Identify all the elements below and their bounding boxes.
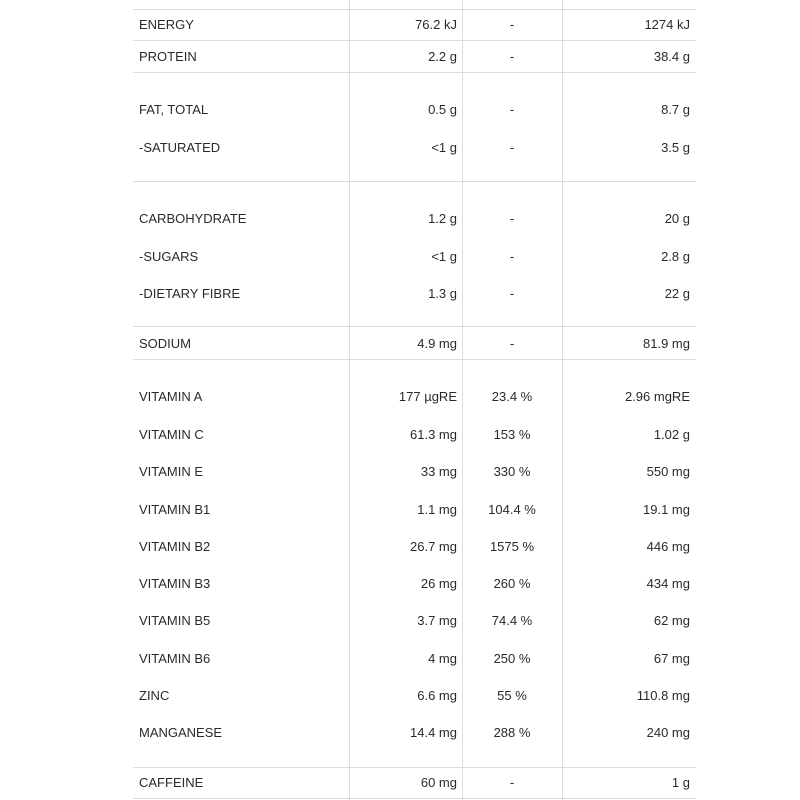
rdi-percent: 74.4 % — [491, 613, 533, 628]
per-serve-value: 0.5 g — [428, 102, 457, 117]
per-serve-value: 76.2 kJ — [415, 17, 457, 32]
per-100g-value: 1 g — [671, 775, 690, 790]
per-serve-value: 3.7 mg — [417, 613, 457, 628]
row-divider — [133, 181, 696, 182]
nutrient-name: VITAMIN C — [139, 427, 204, 442]
nutrient-name: VITAMIN E — [139, 464, 204, 479]
per-100g-value: 3.5 g — [661, 140, 690, 155]
per-100g-value: 67 mg — [653, 651, 690, 666]
rdi-percent: - — [509, 17, 515, 32]
per-100g-value: 20 g — [664, 211, 690, 226]
per-serve-value: 6.6 mg — [417, 688, 457, 703]
nutrient-name: CAFFEINE — [139, 775, 204, 790]
nutrient-name: SODIUM — [139, 336, 191, 351]
per-100g-value: 434 mg — [646, 576, 690, 591]
nutrient-name: -SUGARS — [139, 249, 199, 264]
row-divider — [133, 359, 696, 360]
per-100g-value: 110.8 mg — [636, 688, 690, 703]
rdi-percent: 1575 % — [489, 539, 535, 554]
nutrient-name: VITAMIN B5 — [139, 613, 211, 628]
nutrient-name: PROTEIN — [139, 49, 197, 64]
per-serve-value: 177 µgRE — [398, 389, 457, 404]
per-100g-value: 8.7 g — [661, 102, 690, 117]
per-serve-value: 61.3 mg — [410, 427, 457, 442]
nutrient-name: VITAMIN B3 — [139, 576, 211, 591]
per-100g-value: 550 mg — [646, 464, 690, 479]
rdi-percent: - — [509, 286, 515, 301]
per-100g-value: 22 g — [664, 286, 690, 301]
nutrient-name: CARBOHYDRATE — [139, 211, 247, 226]
rdi-percent: 55 % — [497, 688, 527, 703]
nutrient-name: VITAMIN B1 — [139, 502, 211, 517]
rdi-percent: 153 % — [493, 427, 531, 442]
nutrient-name: ZINC — [139, 688, 170, 703]
per-100g-value: 19.1 mg — [643, 502, 690, 517]
rdi-percent: 260 % — [493, 576, 531, 591]
rdi-percent: - — [509, 211, 515, 226]
nutrient-name: ENERGY — [139, 17, 194, 32]
rdi-percent: 23.4 % — [491, 389, 533, 404]
per-serve-value: <1 g — [431, 249, 457, 264]
per-100g-value: 1.02 g — [653, 427, 690, 442]
per-100g-value: 2.8 g — [661, 249, 690, 264]
per-serve-value: 14.4 mg — [410, 725, 457, 740]
nutrient-name: VITAMIN B2 — [139, 539, 211, 554]
column-divider — [349, 0, 350, 800]
per-serve-value: 1.1 mg — [417, 502, 457, 517]
per-100g-value: 446 mg — [646, 539, 690, 554]
per-serve-value: 33 mg — [420, 464, 457, 479]
per-serve-value: <1 g — [431, 140, 457, 155]
nutrient-name: VITAMIN B6 — [139, 651, 211, 666]
per-serve-value: 1.2 g — [428, 211, 457, 226]
per-100g-value: 240 mg — [646, 725, 690, 740]
per-serve-value: 60 mg — [420, 775, 457, 790]
nutrition-table — [133, 0, 696, 800]
nutrient-name: -DIETARY FIBRE — [139, 286, 241, 301]
rdi-percent: 104.4 % — [488, 502, 536, 517]
rdi-percent: - — [509, 102, 515, 117]
row-divider — [133, 326, 696, 327]
nutrient-name: -SATURATED — [139, 140, 221, 155]
nutrient-name: MANGANESE — [139, 725, 223, 740]
rdi-percent: - — [509, 336, 515, 351]
rdi-percent: 288 % — [493, 725, 531, 740]
per-100g-value: 81.9 mg — [643, 336, 690, 351]
per-serve-value: 4.9 mg — [417, 336, 457, 351]
per-100g-value: 62 mg — [653, 613, 690, 628]
rdi-percent: - — [509, 249, 515, 264]
per-100g-value: 1274 kJ — [644, 17, 690, 32]
per-100g-value: 38.4 g — [653, 49, 690, 64]
row-divider — [133, 767, 696, 768]
nutrient-name: FAT, TOTAL — [139, 102, 209, 117]
nutrient-name: VITAMIN A — [139, 389, 203, 404]
row-divider — [133, 40, 696, 41]
row-divider — [133, 9, 696, 10]
rdi-percent: 330 % — [493, 464, 531, 479]
rdi-percent: - — [509, 140, 515, 155]
per-serve-value: 26.7 mg — [410, 539, 457, 554]
per-serve-value: 26 mg — [420, 576, 457, 591]
per-serve-value: 4 mg — [428, 651, 457, 666]
per-serve-value: 1.3 g — [428, 286, 457, 301]
per-100g-value: 2.96 mgRE — [624, 389, 690, 404]
per-serve-value: 2.2 g — [428, 49, 457, 64]
row-divider — [133, 798, 696, 799]
rdi-percent: 250 % — [493, 651, 531, 666]
column-divider — [562, 0, 563, 800]
row-divider — [133, 72, 696, 73]
rdi-percent: - — [509, 49, 515, 64]
rdi-percent: - — [509, 775, 515, 790]
